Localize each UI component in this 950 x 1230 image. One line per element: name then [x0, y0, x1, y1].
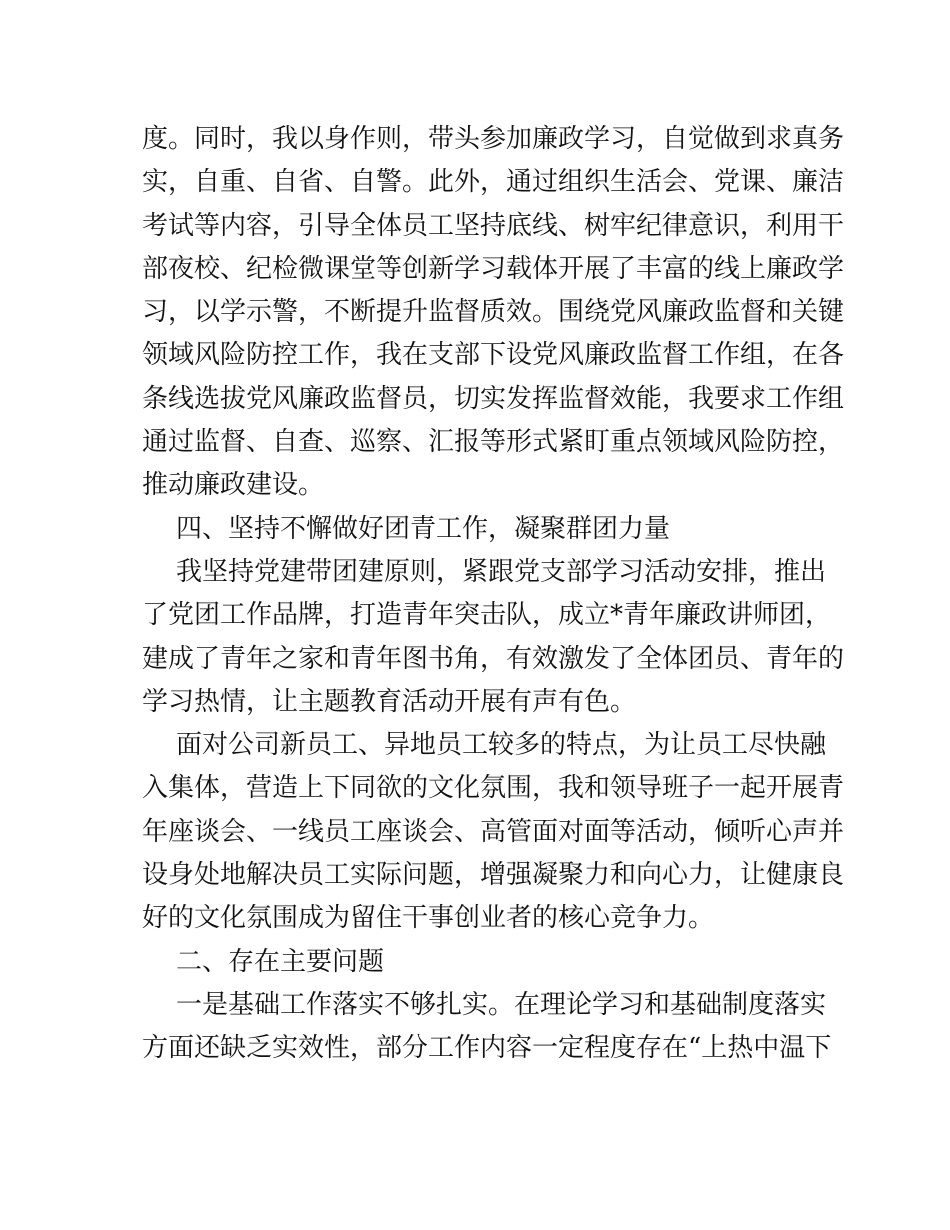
text-line: 面对公司新员工、异地员工较多的特点，为让员工尽快融	[176, 730, 827, 761]
heading-line: 二、存在主要问题	[176, 946, 385, 977]
section-heading-four	[142, 508, 808, 551]
text-line: 习，以学示警，不断提升监督质效。围绕党风廉政监督和关键	[142, 297, 845, 328]
section-heading-two	[142, 941, 808, 984]
paragraph-main-problems	[142, 984, 832, 1071]
text-line: 条线选拔党风廉政监督员，切实发挥监督效能，我要求工作组	[142, 383, 845, 414]
text-line: 了党团工作品牌，打造青年突击队，成立*青年廉政讲师团，	[142, 600, 832, 631]
text-line: 推动廉政建设。	[142, 470, 325, 501]
text-line: 方面还缺乏实效性，部分工作内容一定程度存在“上热中温下	[142, 1033, 832, 1064]
text-line: 实，自重、自省、自警。此外，通过组织生活会、党课、廉洁	[142, 167, 845, 198]
text-line: 学习热情，让主题教育活动开展有声有色。	[142, 686, 637, 717]
text-line: 考试等内容，引导全体员工坚持底线、树牢纪律意识，利用干	[142, 210, 845, 241]
text-line: 年座谈会、一线员工座谈会、高管面对面等活动，倾听心声并	[142, 816, 845, 847]
text-line: 一是基础工作落实不够扎实。在理论学习和基础制度落实	[176, 989, 827, 1020]
text-line: 度。同时，我以身作则，带头参加廉政学习，自觉做到求真务	[142, 124, 845, 154]
text-line: 好的文化氛围成为留住干事创业者的核心竞争力。	[142, 903, 715, 934]
heading-line: 四、坚持不懈做好团青工作，凝聚群团力量	[176, 513, 671, 544]
text-line: 领域风险防控工作，我在支部下设党风廉政监督工作组，在各	[142, 340, 845, 371]
text-line: 入集体，营造上下同欲的文化氛围，我和领导班子一起开展青	[142, 773, 845, 804]
text-line: 通过监督、自查、巡察、汇报等形式紧盯重点领域风险防控，	[142, 427, 845, 458]
paragraph-employee-culture	[142, 724, 845, 940]
paragraph-integrity-study	[142, 118, 845, 508]
text-line: 设身处地解决员工实际问题，增强凝聚力和向心力，让健康良	[142, 860, 845, 891]
paragraph-youth-league	[142, 551, 845, 724]
text-line: 我坚持党建带团建原则，紧跟党支部学习活动安排，推出	[176, 556, 827, 587]
document-body	[142, 118, 845, 1071]
text-line: 部夜校、纪检微课堂等创新学习载体开展了丰富的线上廉政学	[142, 253, 845, 284]
text-line: 建成了青年之家和青年图书角，有效激发了全体团员、青年的	[142, 643, 845, 674]
